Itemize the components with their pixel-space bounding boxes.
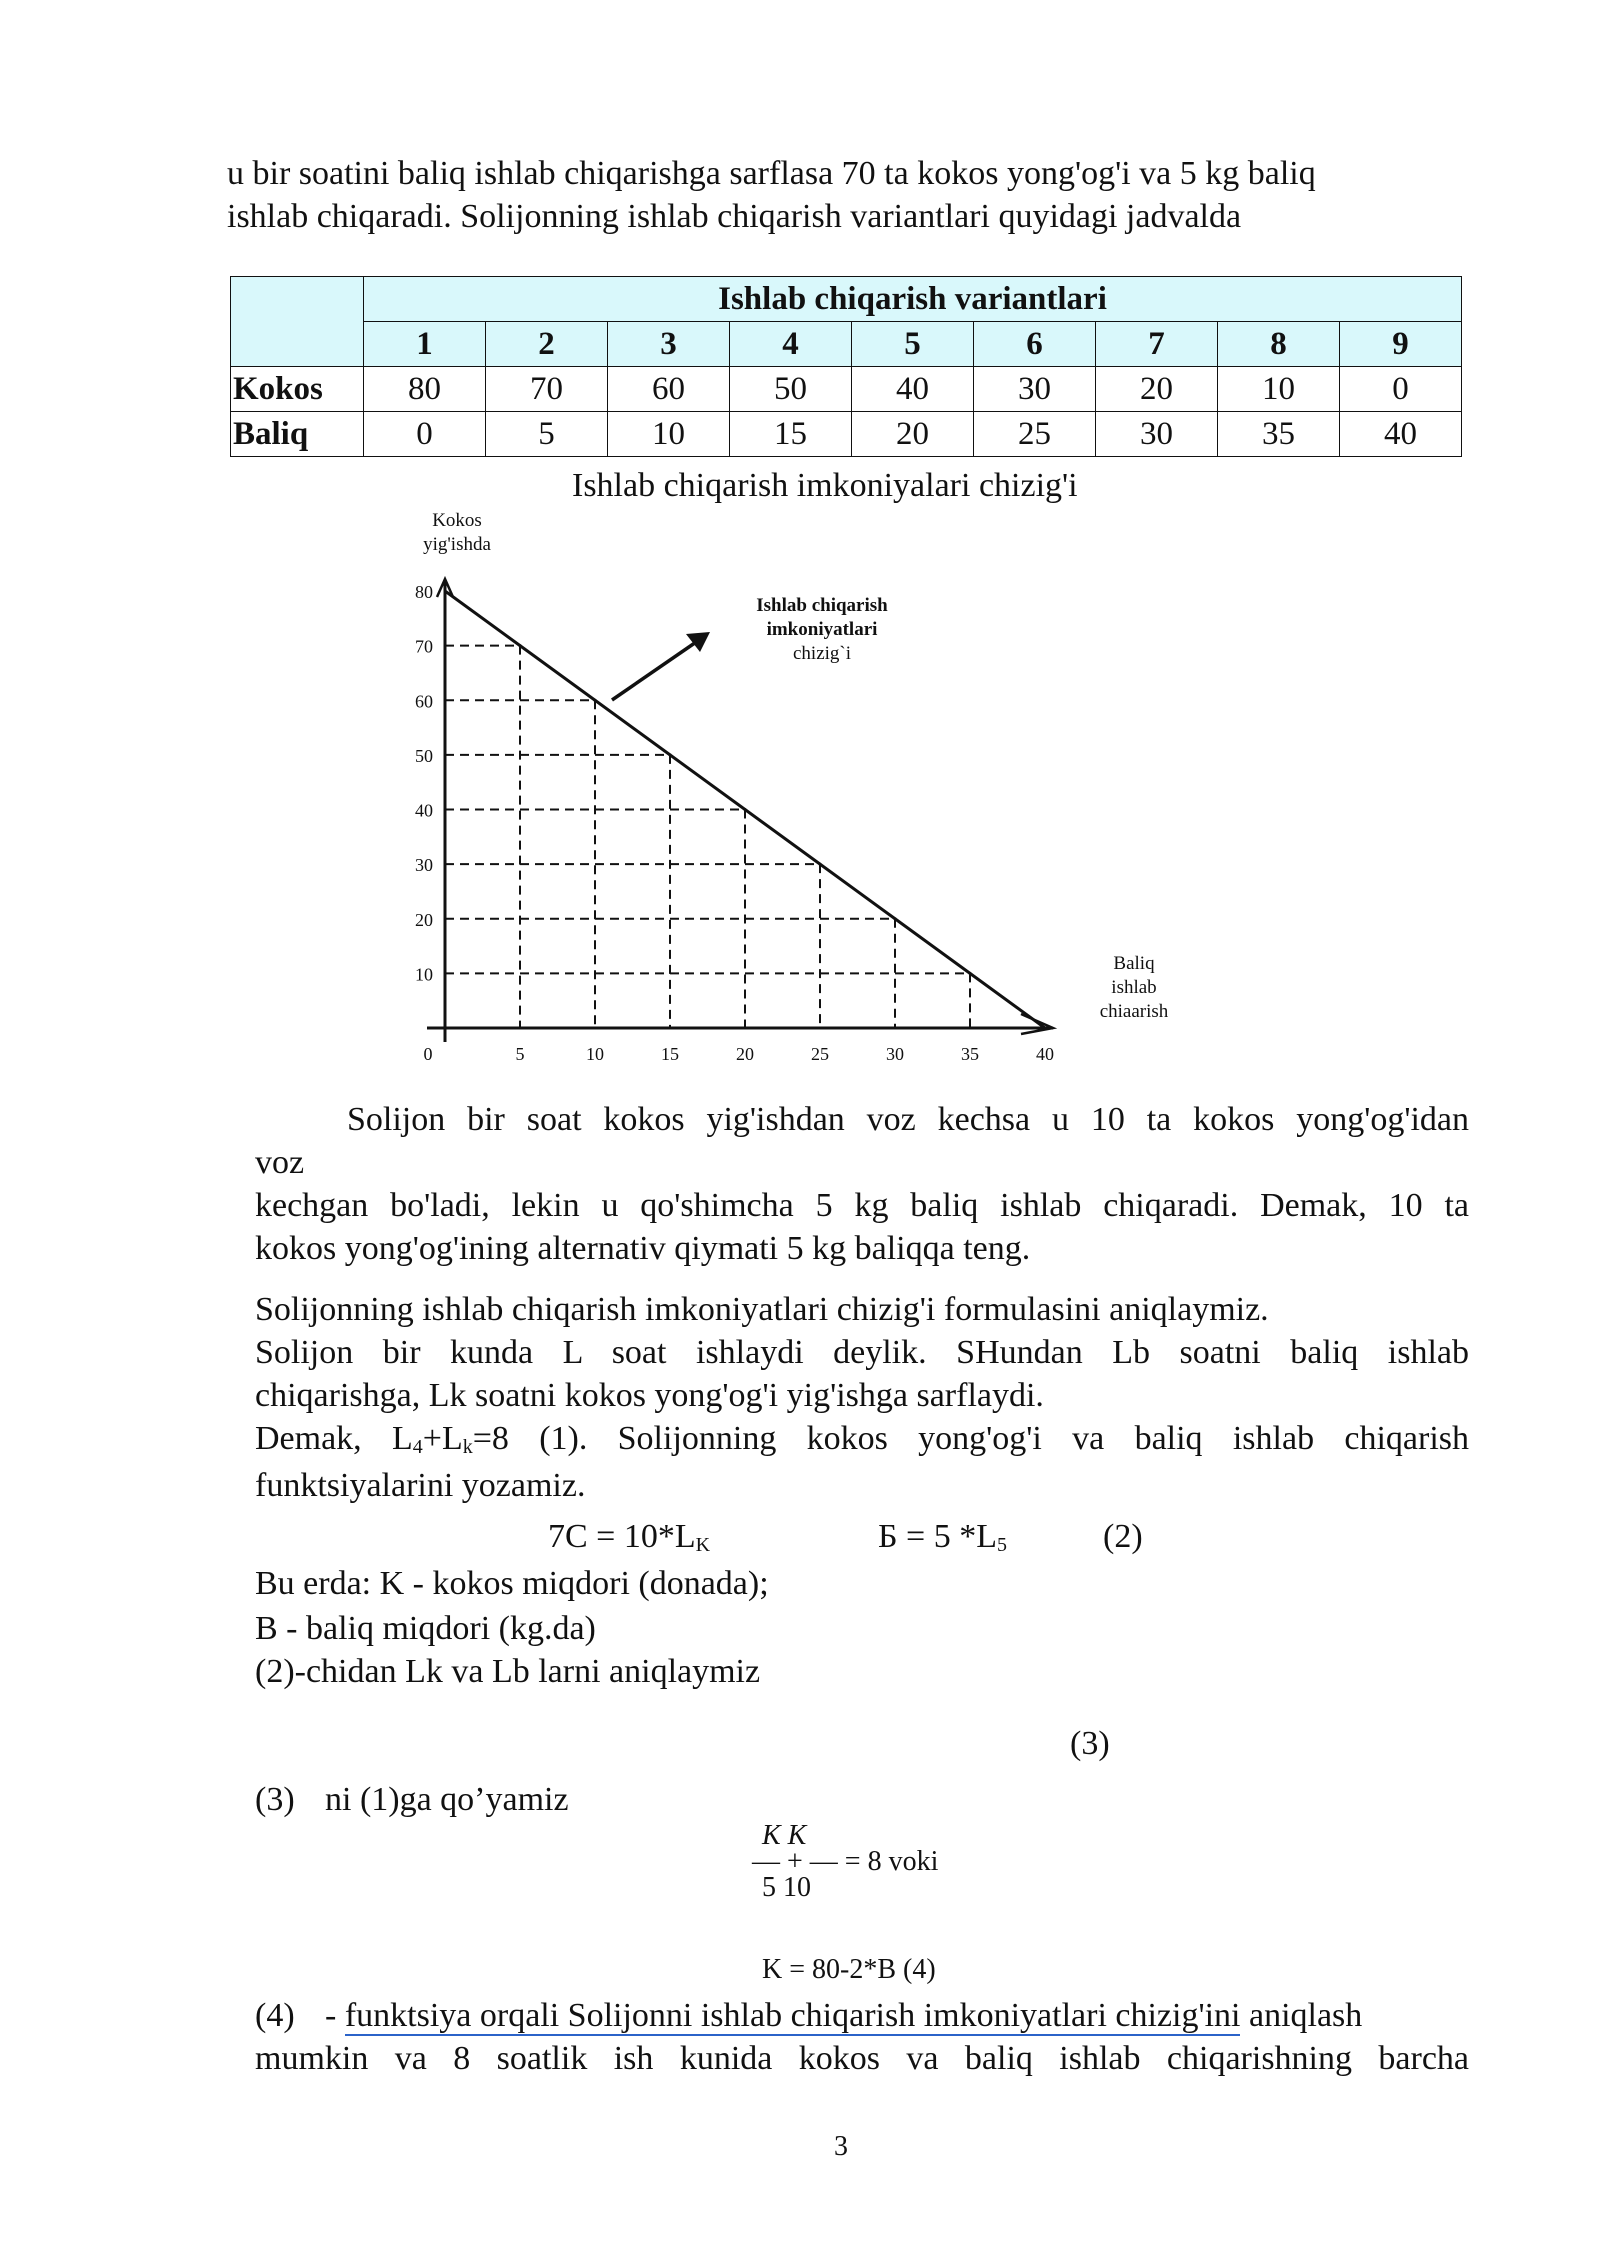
- annotation-label: chizig`i: [792, 643, 852, 664]
- table-cell: 5: [486, 412, 608, 457]
- ppf-point: [969, 972, 972, 975]
- para2-line-5: funktsiyalarini yozamiz.: [255, 1467, 586, 1504]
- final-line-1-underlined: funktsiya orqali Solijonni ishlab chiqarish imkoniyatlari chizig'ini: [344, 1997, 1241, 2034]
- table-cell: 25: [974, 412, 1096, 457]
- table-cell: 70: [486, 367, 608, 412]
- y-tick-label: 20: [415, 909, 433, 930]
- ppf-point: [669, 753, 672, 756]
- final-line-1-a: -: [325, 1997, 345, 2034]
- equation-2-left: [548, 1515, 710, 1567]
- chart-title: Ishlab chiqarish imkoniyalari chizig'i: [572, 467, 1078, 504]
- table-col-header: 1: [364, 322, 486, 367]
- final-line-1: [325, 1994, 1362, 2037]
- fraction-top: K K: [762, 1820, 807, 1851]
- table-cell: 60: [608, 367, 730, 412]
- final-line-2: mumkin va 8 soatlik ish kunida kokos va baliq ishlab chiqarishning barcha: [255, 2040, 1469, 2077]
- table-cell: 10: [1218, 367, 1340, 412]
- fraction-mid: — + — = 8 voki: [752, 1846, 939, 1877]
- para2-line-4-b: +L: [422, 1420, 463, 1457]
- x-tick-label: 5: [515, 1044, 525, 1064]
- x-axis-label: Baliq: [1113, 953, 1155, 974]
- table-col-header: 6: [974, 322, 1096, 367]
- chart-ticks: [415, 582, 1054, 1064]
- defs-line-1: Bu erda: K - kokos miqdori (donada);: [255, 1565, 769, 1602]
- y-tick-label: 50: [415, 745, 433, 766]
- y-tick-label: 70: [415, 636, 433, 657]
- annotation-arrow: [612, 638, 702, 700]
- para2-line-4-sub2: k: [462, 1436, 473, 1458]
- para1-line-4: kokos yong'og'ining alternativ qiymati 5 kg baliqqa teng.: [255, 1230, 1031, 1267]
- table-col-header: 2: [486, 322, 608, 367]
- defs-line-2: B - baliq miqdori (kg.da): [255, 1610, 596, 1647]
- production-variants-table: [230, 276, 1462, 457]
- equation-2-number: (2): [1103, 1518, 1143, 1555]
- table-cell: 15: [730, 412, 852, 457]
- table-cell: 50: [730, 367, 852, 412]
- table-col-header: 4: [730, 322, 852, 367]
- table-cell: 30: [974, 367, 1096, 412]
- equation-2-right-text: Б = 5 *L: [878, 1518, 997, 1555]
- annotation-label: Ishlab chiqarish: [756, 595, 888, 616]
- chart-labels: [423, 510, 1169, 1022]
- para2-line-4-c: =8 (1). Solijonning kokos yong'og'i va baliq ishlab chiqarish: [472, 1420, 1469, 1457]
- para1-line-2: voz: [255, 1144, 305, 1181]
- table-cell: 40: [1340, 412, 1462, 457]
- table-cell: 35: [1218, 412, 1340, 457]
- table-col-header: 5: [852, 322, 974, 367]
- para2-line-4: [255, 1417, 1469, 1469]
- table-cell: 40: [852, 367, 974, 412]
- ppf-chart: [380, 500, 1200, 1064]
- y-tick-label: 80: [415, 582, 433, 602]
- intro-line-2: ishlab chiqaradi. Solijonning ishlab chiqarish variantlari quyidagi jadvalda: [227, 198, 1242, 235]
- table-row: [231, 412, 1462, 457]
- para2-line-4-sub1: 4: [412, 1436, 423, 1458]
- x-tick-label: 15: [661, 1044, 679, 1064]
- equation-3-number: (3): [1070, 1725, 1110, 1762]
- y-tick-label: 10: [415, 964, 433, 985]
- step3-text: ni (1)ga qo’yamiz: [325, 1781, 569, 1818]
- ppf-point: [1044, 1027, 1047, 1030]
- table-cell: 30: [1096, 412, 1218, 457]
- page-number: 3: [834, 2131, 848, 2162]
- fraction-bottom: 5 10: [762, 1872, 811, 1903]
- table-row: [231, 367, 1462, 412]
- table-row-label: Kokos: [231, 367, 364, 412]
- y-axis-label: yig'ishda: [423, 534, 491, 555]
- x-tick-label: 40: [1036, 1044, 1054, 1064]
- equation-2-left-sub: K: [695, 1534, 711, 1556]
- ppf-point: [819, 863, 822, 866]
- table-cell: 80: [364, 367, 486, 412]
- para2-line-4-a: Demak, L: [255, 1420, 413, 1457]
- intro-line-1: u bir soatini baliq ishlab chiqarishga sarflasa 70 ta kokos yong'og'i va 5 kg baliq: [227, 155, 1316, 192]
- equation-2-right: [878, 1515, 1007, 1567]
- ppf-point: [744, 808, 747, 811]
- table-col-header: 3: [608, 322, 730, 367]
- y-tick-label: 40: [415, 800, 433, 821]
- step3-number: (3): [255, 1781, 295, 1818]
- chart-series: [444, 590, 1054, 1035]
- table-corner-cell: [231, 277, 364, 367]
- ppf-point: [519, 644, 522, 647]
- ppf-point: [894, 917, 897, 920]
- x-tick-label: 20: [736, 1044, 754, 1064]
- annotation-label: imkoniyatlari: [766, 619, 878, 640]
- equation-2-left-text: 7C = 10*L: [548, 1518, 696, 1555]
- x-axis-label: chiaarish: [1099, 1001, 1169, 1022]
- annotation-arrowhead: [686, 632, 710, 652]
- table-cell: 20: [852, 412, 974, 457]
- para2-line-2: Solijon bir kunda L soat ishlaydi deylik. SHundan Lb soatni baliq ishlab: [255, 1334, 1469, 1371]
- table-col-header: 7: [1096, 322, 1218, 367]
- x-tick-label: 0: [423, 1044, 433, 1064]
- y-tick-label: 30: [415, 855, 433, 876]
- para2-line-1: Solijonning ishlab chiqarish imkoniyatlari chizig'i formulasini aniqlaymiz.: [255, 1291, 1269, 1328]
- x-tick-label: 30: [886, 1044, 904, 1064]
- table-title: Ishlab chiqarish variantlari: [364, 277, 1462, 322]
- chart-grid: [445, 646, 970, 1028]
- final-line-1-b: aniqlash: [1240, 1997, 1363, 2034]
- y-tick-label: 60: [415, 691, 433, 712]
- y-axis-label: Kokos: [432, 510, 482, 531]
- table-cell: 0: [364, 412, 486, 457]
- equation-2-right-sub: 5: [996, 1534, 1007, 1556]
- para1-line-3: kechgan bo'ladi, lekin u qo'shimcha 5 kg baliq ishlab chiqaradi. Demak, 10 ta: [255, 1187, 1469, 1224]
- x-tick-label: 25: [811, 1044, 829, 1064]
- ppf-point: [444, 590, 447, 593]
- table-cell: 0: [1340, 367, 1462, 412]
- x-axis-label: ishlab: [1111, 977, 1157, 998]
- ppf-point: [594, 699, 597, 702]
- x-tick-label: 35: [961, 1044, 979, 1064]
- table-row-label: Baliq: [231, 412, 364, 457]
- table-cell: 20: [1096, 367, 1218, 412]
- equation-4: K = 80-2*B (4): [762, 1954, 936, 1985]
- final-number: (4): [255, 1997, 295, 2034]
- defs-line-3: (2)-chidan Lk va Lb larni aniqlaymiz: [255, 1653, 761, 1690]
- table-col-header: 9: [1340, 322, 1462, 367]
- para1-line-1: Solijon bir soat kokos yig'ishdan voz kechsa u 10 ta kokos yong'og'idan: [347, 1101, 1469, 1138]
- x-tick-label: 10: [586, 1044, 604, 1064]
- table-cell: 10: [608, 412, 730, 457]
- table-col-header: 8: [1218, 322, 1340, 367]
- para2-line-3: chiqarishga, Lk soatni kokos yong'og'i yig'ishga sarflaydi.: [255, 1377, 1044, 1414]
